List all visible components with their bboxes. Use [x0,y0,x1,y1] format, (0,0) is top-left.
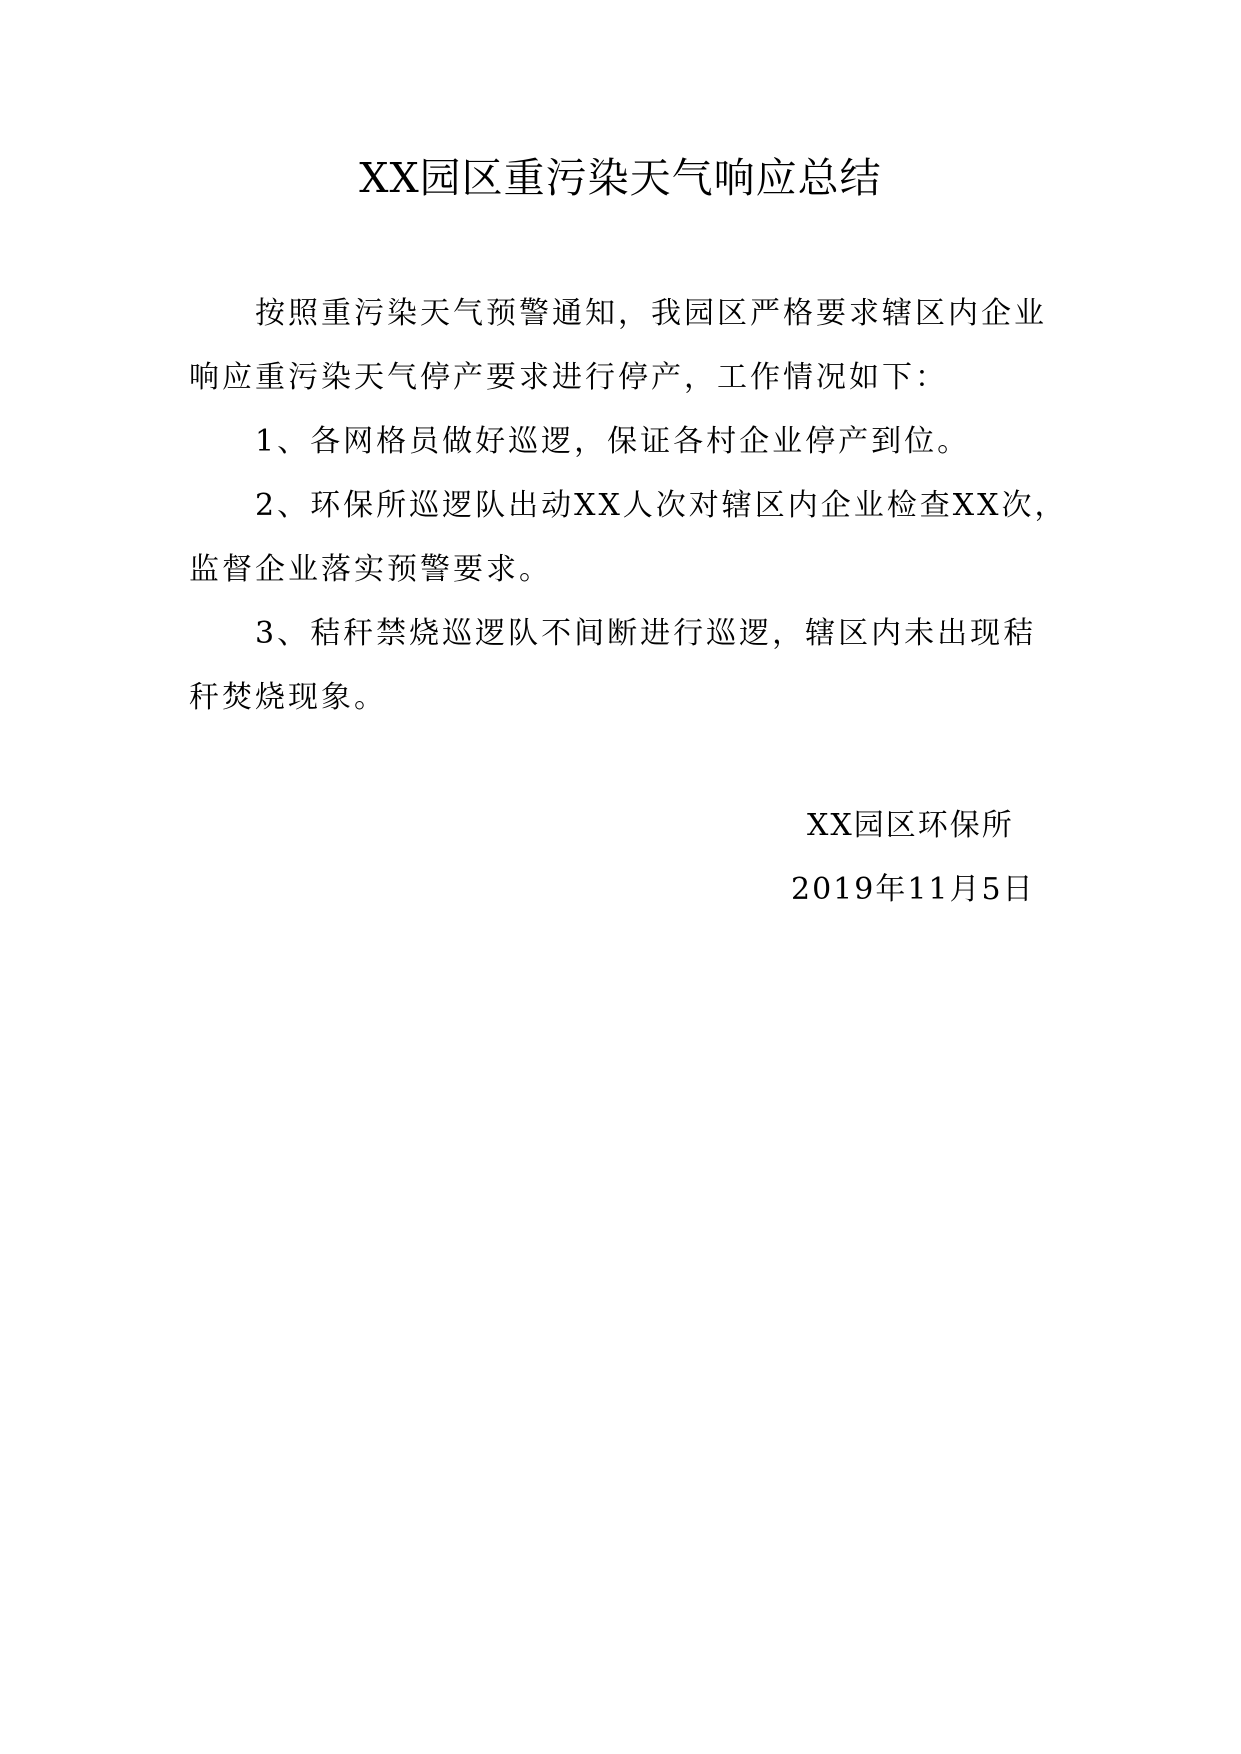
paragraph-line: 3、秸秆禁烧巡逻队不间断进行巡逻，辖区内未出现秸 [255,616,1037,651]
paragraph-item-2 [189,474,1069,602]
paragraph-item-3 [189,602,1069,730]
signature-organization: XX园区环保所 [807,808,1014,843]
paragraph-line: 监督企业落实预警要求。 [189,552,552,587]
paragraph-line: 响应重污染天气停产要求进行停产，工作情况如下： [189,360,948,395]
document-title: XX园区重污染天气响应总结 [359,154,882,202]
paragraph-intro [189,282,1069,410]
paragraph-line: 秆焚烧现象。 [189,680,387,715]
paragraph-line: 1、各网格员做好巡逻，保证各村企业停产到位。 [255,424,971,459]
paragraph-line: 2、环保所巡逻队出动XX人次对辖区内企业检查XX次， [255,488,1068,523]
paragraph-item-1 [189,410,1069,474]
paragraph-line: 按照重污染天气预警通知，我园区严格要求辖区内企业 [255,296,1047,331]
signature-date: 2019年11月5日 [791,872,1035,907]
